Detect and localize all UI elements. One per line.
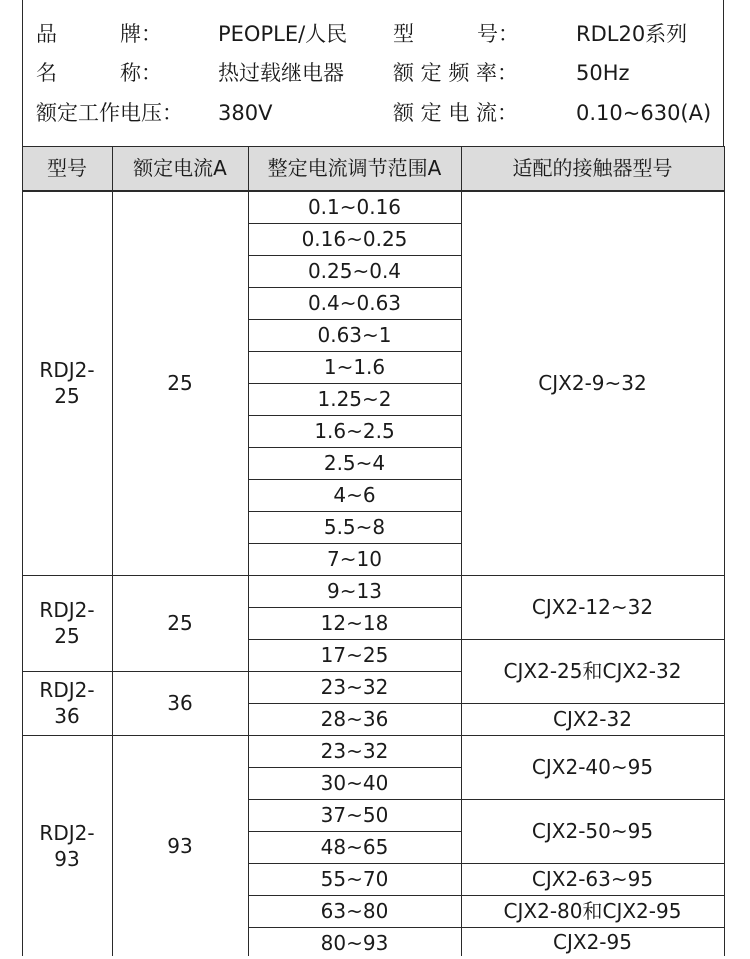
contactor-group-border <box>461 735 724 736</box>
range-row-border <box>248 319 461 320</box>
range-row-border <box>248 703 461 704</box>
header-cell: 整定电流调节范围A <box>248 146 461 190</box>
contactor-group-border <box>461 863 724 864</box>
range-row-border <box>248 479 461 480</box>
range-cell: 0.63~1 <box>317 323 392 347</box>
range-row-border <box>248 543 461 544</box>
range-row-border <box>248 735 461 736</box>
contactor-cell: CJX2-63~95 <box>531 867 654 891</box>
range-cell: 1.25~2 <box>317 387 392 411</box>
contactor-group-border <box>461 703 724 704</box>
model-group-border <box>22 671 248 672</box>
range-cell: 63~80 <box>320 899 389 923</box>
rated-current-cell: 25 <box>167 611 193 635</box>
contactor-group-border <box>461 191 724 192</box>
range-cell: 1.6~2.5 <box>314 419 395 443</box>
header-top-border <box>22 146 725 147</box>
rated-current-cell: 36 <box>167 691 193 715</box>
header-cell: 型号 <box>22 146 112 190</box>
freq-label: 额 定 频 率： <box>393 61 519 85</box>
column-border <box>22 146 23 956</box>
range-cell: 0.16~0.25 <box>301 227 408 251</box>
contactor-cell: CJX2-32 <box>553 707 632 731</box>
model-cell: RDJ2- 25 <box>39 358 95 408</box>
contactor-cell: CJX2-40~95 <box>531 755 654 779</box>
column-border <box>248 146 249 956</box>
model-cell: RDJ2- 25 <box>39 598 95 648</box>
frame-left-top <box>22 0 23 146</box>
column-border <box>112 146 113 956</box>
range-cell: 17~25 <box>320 643 389 667</box>
range-row-border <box>248 287 461 288</box>
range-cell: 2.5~4 <box>323 451 386 475</box>
range-cell: 1~1.6 <box>323 355 386 379</box>
range-cell: 23~32 <box>320 739 389 763</box>
range-cell: 80~93 <box>320 931 389 955</box>
frame-right-top <box>723 0 724 146</box>
contactor-group-border <box>461 927 724 928</box>
model-group-border <box>22 191 248 192</box>
range-cell: 5.5~8 <box>323 515 386 539</box>
range-cell: 48~65 <box>320 835 389 859</box>
range-cell: 9~13 <box>327 579 382 603</box>
range-row-border <box>248 607 461 608</box>
column-border <box>461 146 462 956</box>
contactor-cell: CJX2-50~95 <box>531 819 654 843</box>
range-row-border <box>248 351 461 352</box>
range-row-border <box>248 447 461 448</box>
voltage-value: 380V <box>218 101 273 125</box>
column-border <box>724 146 725 956</box>
range-cell: 55~70 <box>320 867 389 891</box>
range-row-border <box>248 383 461 384</box>
current-label: 额 定 电 流： <box>393 101 519 125</box>
rated-current-cell: 93 <box>167 833 193 858</box>
contactor-group-border <box>461 575 724 576</box>
range-cell: 0.1~0.16 <box>307 195 402 219</box>
model-cell: RDJ2- 36 <box>39 678 95 728</box>
range-row-border <box>248 575 461 576</box>
freq-value: 50Hz <box>576 61 630 85</box>
range-row-border <box>248 863 461 864</box>
range-row-border <box>248 255 461 256</box>
range-row-border <box>248 191 461 192</box>
name-value: 热过载继电器 <box>218 61 344 85</box>
contactor-cell: CJX2-25和CJX2-32 <box>503 659 682 683</box>
range-row-border <box>248 639 461 640</box>
voltage-label: 额定工作电压： <box>36 101 183 125</box>
model-value: RDL20系列 <box>576 22 688 46</box>
name-label: 名 称： <box>36 61 162 85</box>
header-cell: 适配的接触器型号 <box>461 146 724 190</box>
brand-label: 品 牌： <box>36 22 162 46</box>
range-row-border <box>248 831 461 832</box>
range-row-border <box>248 927 461 928</box>
range-row-border <box>248 895 461 896</box>
contactor-cell: CJX2-12~32 <box>531 595 654 619</box>
model-cell: RDJ2- 93 <box>39 820 95 871</box>
range-cell: 0.4~0.63 <box>307 291 402 315</box>
current-value: 0.10~630(A) <box>576 101 712 125</box>
header-cell: 额定电流A <box>112 146 248 190</box>
model-group-border <box>22 575 248 576</box>
rated-current-cell: 25 <box>167 371 193 395</box>
range-cell: 30~40 <box>320 771 389 795</box>
contactor-group-border <box>461 799 724 800</box>
range-row-border <box>248 415 461 416</box>
contactor-cell: CJX2-80和CJX2-95 <box>503 899 682 923</box>
range-cell: 28~36 <box>320 707 389 731</box>
range-cell: 37~50 <box>320 803 389 827</box>
range-cell: 4~6 <box>333 483 376 507</box>
contactor-group-border <box>461 639 724 640</box>
range-row-border <box>248 511 461 512</box>
range-row-border <box>248 223 461 224</box>
contactor-cell: CJX2-95 <box>553 929 632 954</box>
model-label: 型 号： <box>393 22 519 46</box>
range-cell: 23~32 <box>320 675 389 699</box>
range-cell: 7~10 <box>327 547 382 571</box>
contactor-group-border <box>461 895 724 896</box>
range-row-border <box>248 767 461 768</box>
header-bottom-border <box>22 190 725 191</box>
brand-value: PEOPLE/人民 <box>218 22 348 46</box>
contactor-cell: CJX2-9~32 <box>538 371 647 395</box>
model-group-border <box>22 735 248 736</box>
range-row-border <box>248 671 461 672</box>
range-row-border <box>248 799 461 800</box>
range-cell: 12~18 <box>320 611 389 635</box>
range-cell: 0.25~0.4 <box>307 259 402 283</box>
